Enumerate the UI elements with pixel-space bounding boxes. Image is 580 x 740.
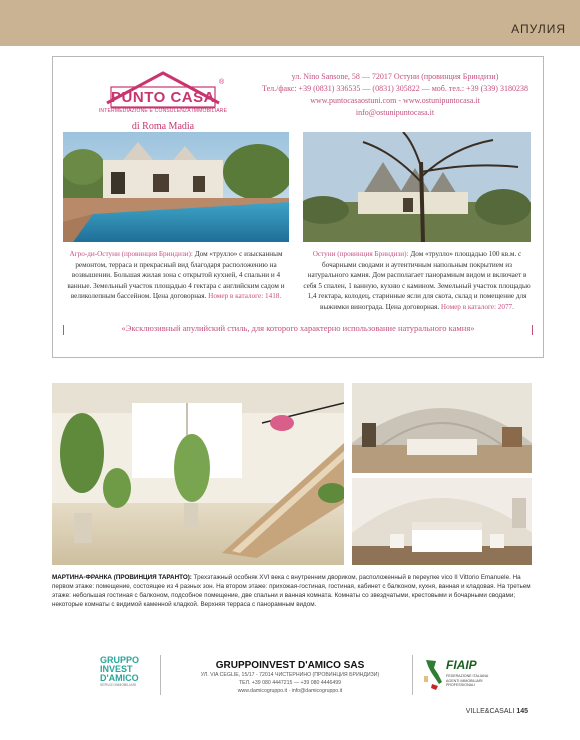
punto-casa-logo: [93, 67, 233, 133]
photo-vaulted-bedroom: [352, 478, 532, 565]
logo-brand: PUNTO CASA: [111, 89, 215, 106]
slogan-row: [63, 323, 533, 337]
trullo-tree-image: [303, 132, 531, 242]
fiaip-subtitle: [446, 674, 488, 688]
logo-subtitle: di Roma Madia: [131, 121, 195, 132]
fiaip-name: FIAIP: [446, 658, 477, 672]
agency-address: ул. Nino Sansone, 58 — 72017 Остуни (провинция Бриндизи): [291, 72, 499, 81]
footer-divider-right: [412, 655, 413, 695]
logo-small: SERVIZI IMMOBILIARI: [100, 683, 137, 687]
agency-name: GRUPPOINVEST D'AMICO SAS: [215, 660, 365, 671]
agency-email[interactable]: info@ostunipuntocasa.it: [355, 108, 435, 117]
agency-website[interactable]: www.puntocasaostuni.com - www.ostunipuntocasa.it: [310, 96, 480, 105]
gruppo-invest-contacts: [170, 660, 410, 695]
listing-caption: [52, 573, 534, 609]
gruppo-invest-logo: [100, 656, 160, 696]
page-footer: [466, 708, 528, 715]
listing-left-description: [63, 249, 289, 302]
registered-mark: ®: [219, 79, 225, 86]
listing-left-ref: Номер в каталоге: 1418.: [208, 292, 282, 300]
photo-pool-villa: [63, 132, 289, 242]
slogan-text: «Эксклюзивный апулийский стиль, для которого характерно использование натурального камня»: [121, 323, 475, 333]
logo-line-1: GRUPPO: [100, 655, 140, 665]
caption-lead: МАРТИНА-ФРАНКА (ПРОВИНЦИЯ ТАРАНТО):: [52, 574, 192, 581]
agency-footer-web[interactable]: www.damicogruppo.it · info@damicogruppo.it: [237, 688, 343, 694]
page-number: 145: [516, 708, 528, 715]
fiaip-logo: [422, 656, 502, 696]
footer-divider-left: [160, 655, 161, 695]
fiaip-sub-2: AGENTI IMMOBILIARI: [446, 678, 483, 683]
listing-right-description: [303, 249, 531, 312]
punto-casa-ad: [52, 56, 544, 358]
listing-right-ref: Номер в каталоге: 2077.: [440, 302, 514, 311]
caption-text: Трехэтажный особняк XVI века с внутренним двориком, расположенный в переулке vico II Vittorio Emanuele. На первом этаже: помещение, состоящее из 4 разных зон. На втором этаже: прихожая-гостиная, гостиная, кабинет с балконом, кухня, ванная и кладовая. На третьем этаже: небольшая гостиная с балконом, подсобное помещение, две спальни и ванная комната. Комнаты со звездчатыми, крестовыми и бочарными сводами; некоторые комнаты с видимой каменной кладкой. Верхняя терраса с панорамным видом.: [52, 574, 531, 608]
logo-line-2: INVEST: [100, 664, 133, 674]
listing-left-lead: Агро-ди-Остуни (провинция Бриндизи):: [69, 250, 193, 258]
listing-right-text: Дом «трулло» площадью 100 кв.м. с бочарными сводами и аутентичным напольным покрытием из натурального камня. Дом располагает панорамным видом и включает в себя 5 спален, 1 ванную, кухню с камином. Земельный участок площадью 1,4 гектара, колодец, старинные ясли для скота, склад и помещение для выжимки винограда. Цена договорная.: [303, 250, 531, 311]
italy-map-icon: [422, 658, 444, 692]
slogan-right-bar: [532, 325, 533, 335]
section-title: АПУЛИЯ: [511, 22, 566, 36]
fiaip-sub-3: PROFESSIONALI: [446, 683, 475, 687]
interior-courtyard-image: [52, 383, 344, 565]
vaulted-living-room-image: [352, 383, 532, 473]
listing-right-lead: Остуни (провинция Бриндизи):: [312, 250, 409, 258]
pool-villa-image: [63, 132, 289, 242]
agency-phones: Тел./факс: +39 (0831) 336535 — (0831) 305822 — моб. тел.: +39 (339) 3180238: [262, 84, 528, 93]
photo-vaulted-living-room: [352, 383, 532, 473]
photo-trullo-tree: [303, 132, 531, 242]
vaulted-bedroom-image: [352, 478, 532, 565]
agency-footer-address: УЛ. VIA CEGLIE, 15/17 - 72014 ЧИСТЕРНИНО (ПРОВИНЦИЯ БРИНДИЗИ): [200, 672, 380, 678]
magazine-name: VILLE&CASALI: [465, 708, 515, 715]
agency-contacts: [253, 71, 537, 119]
logo-tagline: INTERMEDIAZIONE E CONSULENZA IMMOBILIARE: [98, 108, 228, 114]
top-band: [0, 0, 580, 46]
listing-left-text: Дом «трулло» с изысканным ремонтом, терраса и прекрасный вид благодаря расположению на возвышении. Большая жилая зона с открытой кухней, 4 спальни и 4 ванные. Земельный участок площадью 4 гектара с английским садом и великолепным бассейном. Цена договорная.: [67, 250, 285, 300]
fiaip-sub-1: FEDERAZIONE ITALIANA: [446, 674, 489, 678]
logo-line-3: D'AMICO: [100, 673, 139, 683]
agency-footer-phones: ТЕЛ. +39 080 4447215 — +39 080 4446499: [238, 680, 342, 686]
photo-interior-courtyard: [52, 383, 344, 565]
